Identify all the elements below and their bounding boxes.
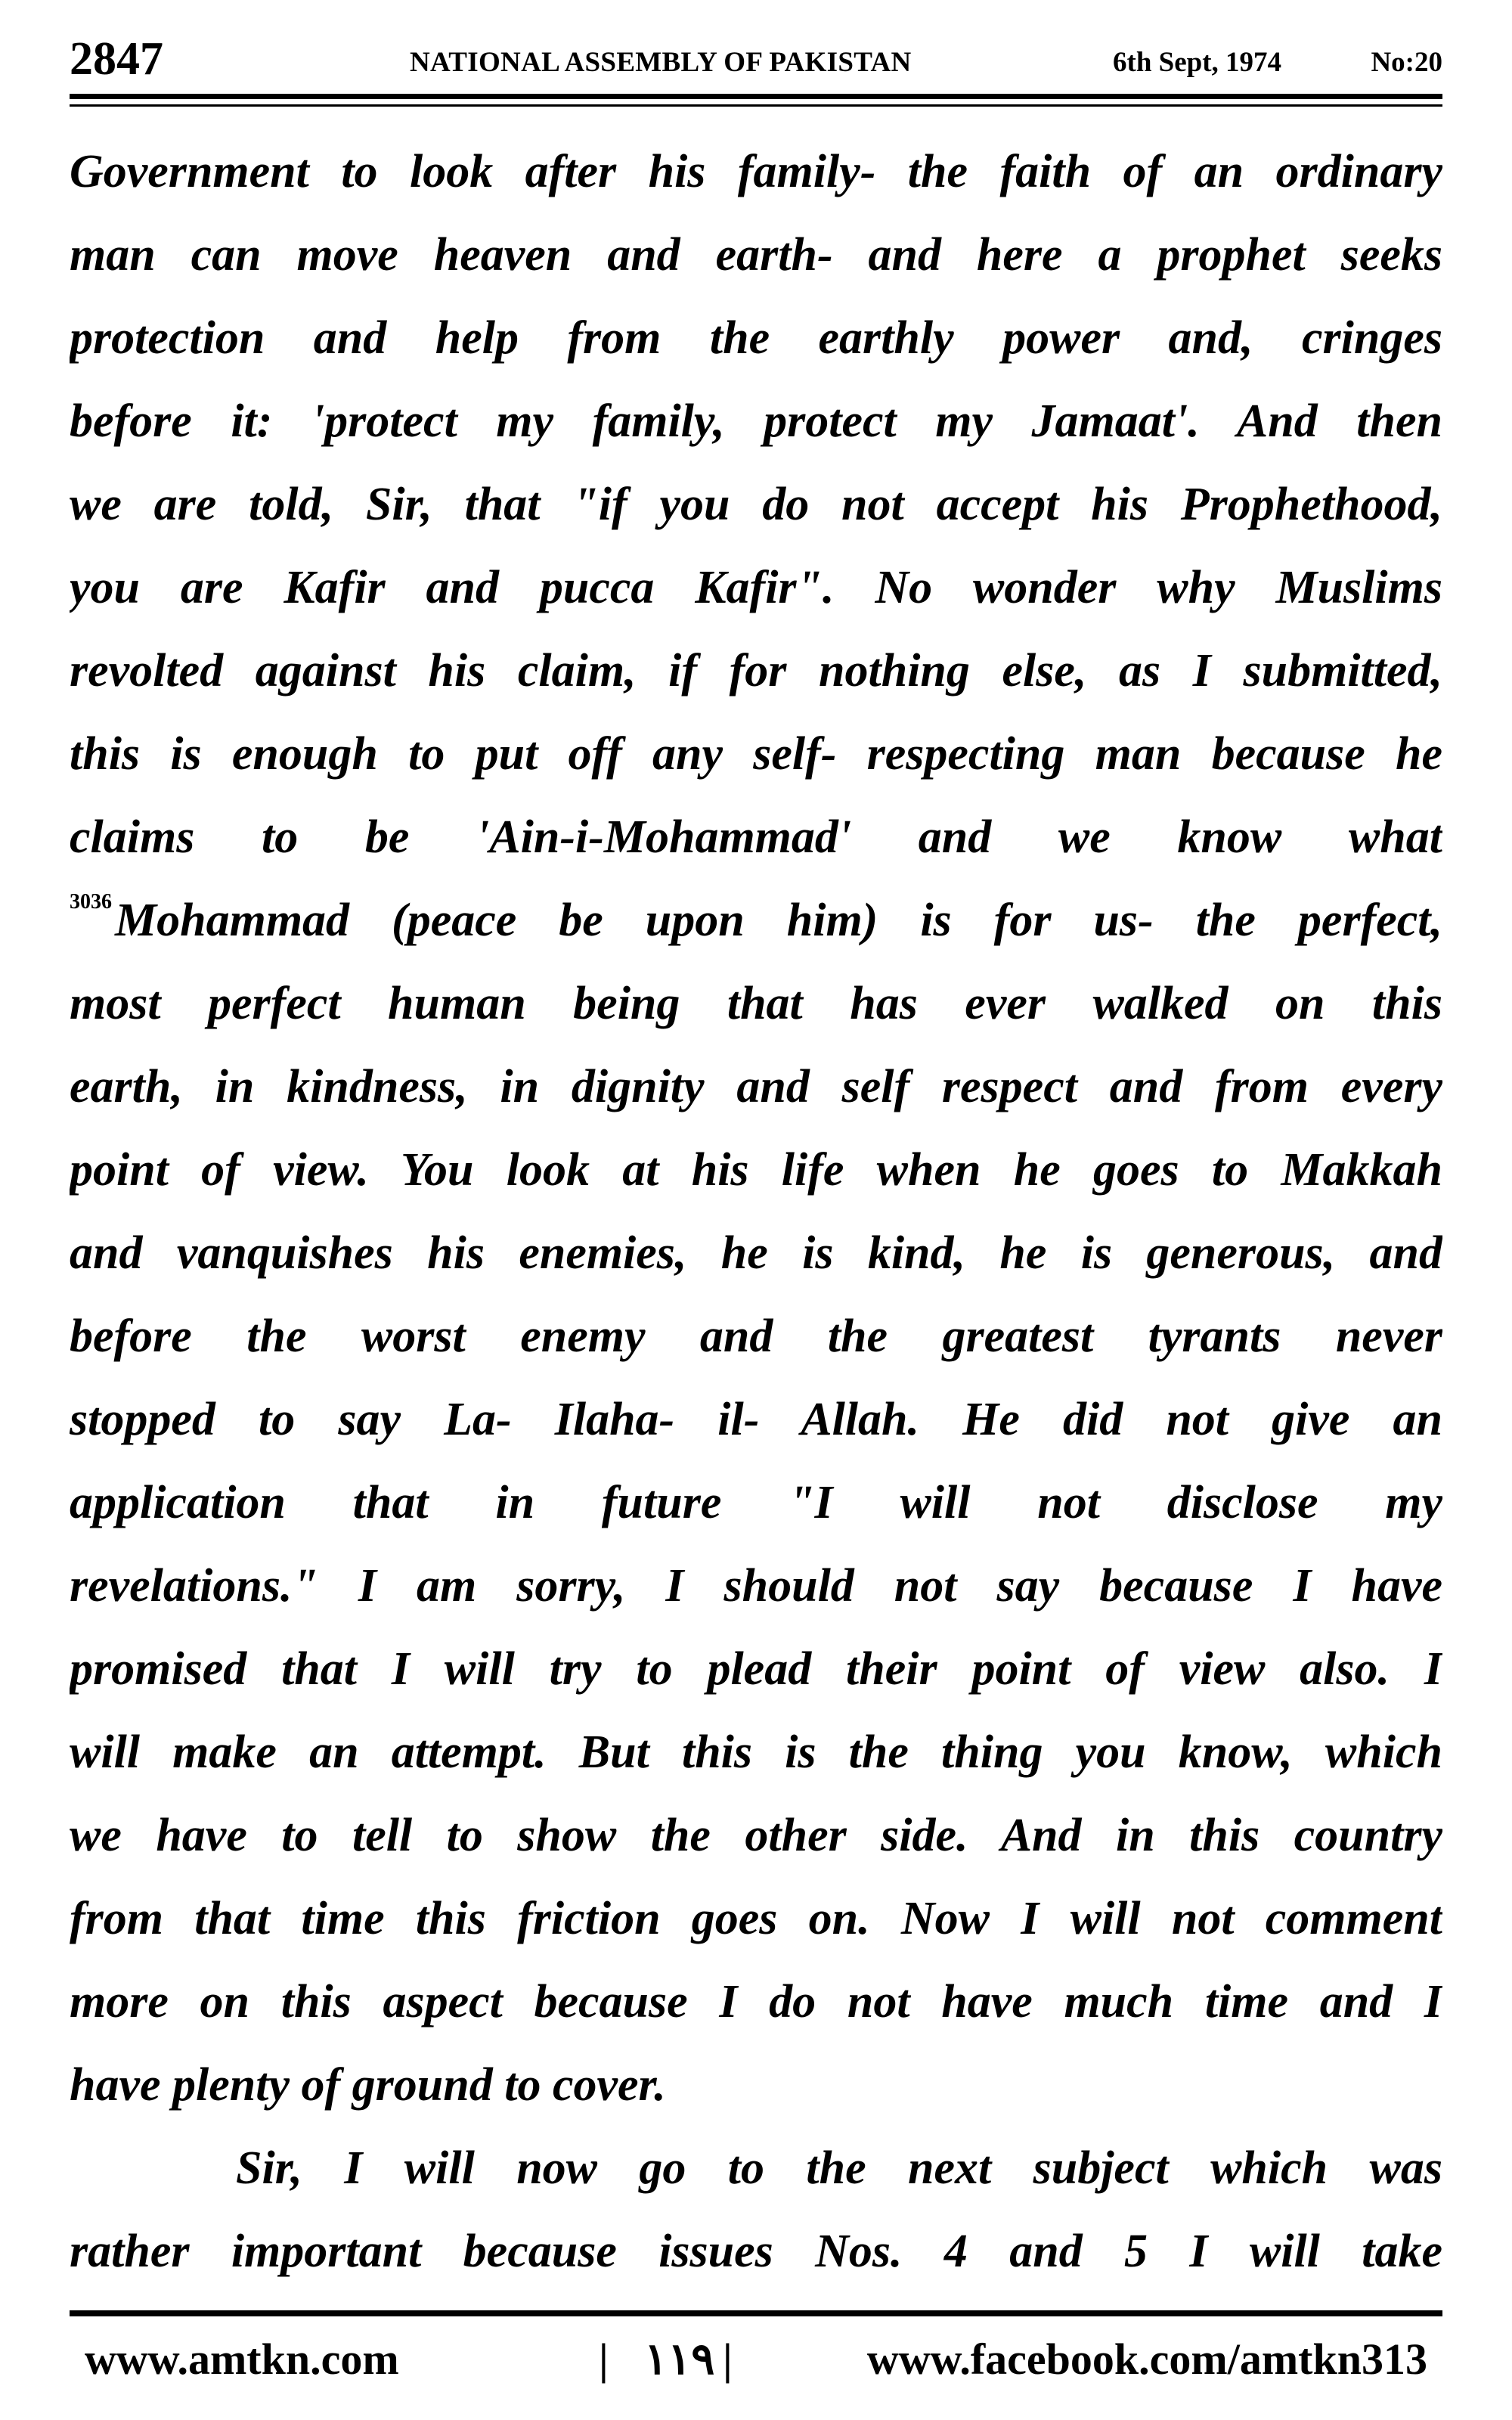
text-line: most perfect human being that has ever walked on this (70, 978, 1442, 1029)
text-line-content: Mohammad (peace be upon him) is for us- the perfect, (115, 895, 1442, 946)
footer-separator: | (723, 2335, 733, 2384)
page-number: 2847 (70, 33, 163, 85)
text-line: before it: 'protect my family, protect my Jamaat'. And then (70, 396, 1442, 447)
text-line: this is enough to put off any self- respecting man because he (70, 728, 1442, 780)
session-date: 6th Sept, 1974 (1113, 47, 1282, 78)
text-line: claims to be 'Ain-i-Mohammad' and we know what (70, 811, 1442, 863)
text-line: will make an attempt. But this is the thing you know, which (70, 1727, 1442, 1778)
header-rule-thin (70, 104, 1442, 107)
page-header (70, 29, 1442, 89)
footer-rule (70, 2310, 1442, 2316)
session-number: No:20 (1371, 47, 1442, 78)
text-line: we are told, Sir, that "if you do not accept his Prophethood, (70, 479, 1442, 530)
text-line: from that time this friction goes on. Now I will not comment (70, 1893, 1442, 1944)
text-line: revolted against his claim, if for nothing else, as I submitted, (70, 645, 1442, 697)
website-link[interactable]: www.amtkn.com (85, 2335, 399, 2384)
text-line-paragraph-start: Sir, I will now go to the next subject which was (236, 2142, 1442, 2194)
text-line: promised that I will try to plead their point of view also. I (70, 1643, 1442, 1695)
text-line: Government to look after his family- the faith of an ordinary (70, 146, 1442, 197)
text-line: man can move heaven and earth- and here a prophet seeks (70, 229, 1442, 281)
text-line-paragraph-end: have plenty of ground to cover. (70, 2059, 666, 2111)
text-line: more on this aspect because I do not have much time and I (70, 1976, 1442, 2028)
footer-page-label: ۱۱۹ (644, 2335, 715, 2384)
header-rule-thick (70, 94, 1442, 99)
text-line-with-marker (70, 879, 1442, 962)
body-text (70, 130, 1442, 2293)
text-line: rather important because issues Nos. 4 and 5 I will take (70, 2226, 1442, 2277)
assembly-name: NATIONAL ASSEMBLY OF PAKISTAN (410, 47, 912, 78)
page-footer (70, 2322, 1442, 2397)
text-line: we have to tell to show the other side. And in this country (70, 1810, 1442, 1861)
text-line: stopped to say La- Ilaha- il- Allah. He did not give an (70, 1394, 1442, 1445)
text-line: revelations." I am sorry, I should not say because I have (70, 1560, 1442, 1612)
text-line: before the worst enemy and the greatest tyrants never (70, 1311, 1442, 1362)
text-line: protection and help from the earthly power and, cringes (70, 312, 1442, 364)
text-line: point of view. You look at his life when he goes to Makkah (70, 1144, 1442, 1196)
text-line: you are Kafir and pucca Kafir". No wonder why Muslims (70, 562, 1442, 613)
margin-page-marker: 3036 (70, 890, 112, 914)
text-line: and vanquishes his enemies, he is kind, he is generous, and (70, 1227, 1442, 1279)
text-line: earth, in kindness, in dignity and self respect and from every (70, 1061, 1442, 1112)
text-line: application that in future "I will not disclose my (70, 1477, 1442, 1528)
footer-separator: | (599, 2335, 609, 2384)
facebook-link[interactable]: www.facebook.com/amtkn313 (866, 2335, 1427, 2384)
